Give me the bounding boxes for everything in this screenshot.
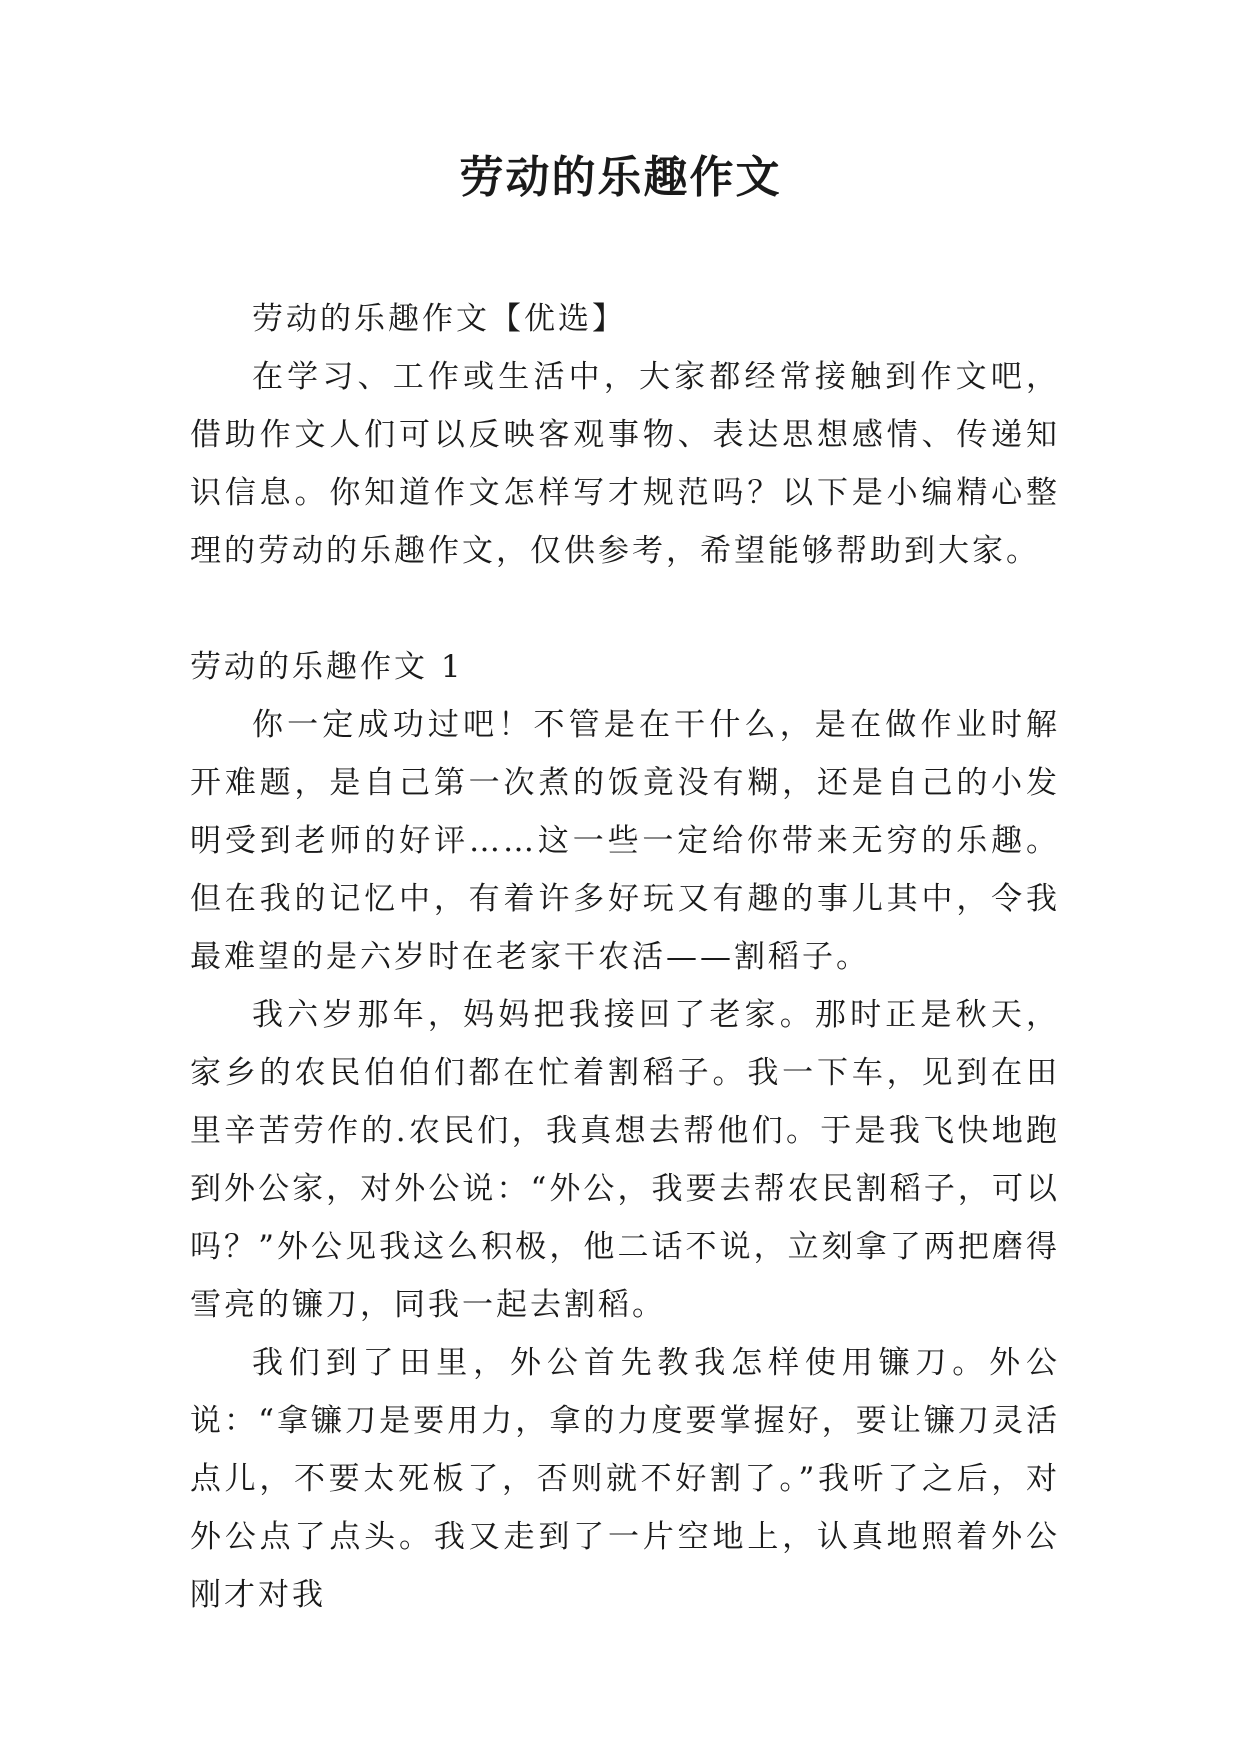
body-paragraph-3: 我们到了田里，外公首先教我怎样使用镰刀。外公说：“拿镰刀是要用力，拿的力度要掌握好，要让镰刀灵活点儿，不要太死板了，否则就不好割了。”我听了之后，对外公点了点头。我又走到了一片空地上，认真地照着外公刚才对我: [190, 1345, 1060, 1613]
section-heading: 劳动的乐趣作文 1: [190, 649, 464, 685]
section-gap: [190, 580, 1060, 638]
intro-heading: 劳动的乐趣作文【优选】: [252, 301, 626, 337]
intro-paragraph: 在学习、工作或生活中，大家都经常接触到作文吧，借助作文人们可以反映客观事物、表达思想感情、传递知识信息。你知道作文怎样写才规范吗？以下是小编精心整理的劳动的乐趣作文，仅供参考，希望能够帮助到大家。: [190, 359, 1060, 569]
body-paragraph-2: 我六岁那年，妈妈把我接回了老家。那时正是秋天，家乡的农民伯伯们都在忙着割稻子。我一下车，见到在田里辛苦劳作的.农民们，我真想去帮他们。于是我飞快地跑到外公家，对外公说：“外公，我要去帮农民割稻子，可以吗？”外公见我这么积极，他二话不说，立刻拿了两把磨得雪亮的镰刀，同我一起去割稻。: [190, 997, 1060, 1323]
document-body: [190, 290, 1060, 1624]
body-paragraph-1: 你一定成功过吧！不管是在干什么，是在做作业时解开难题，是自己第一次煮的饭竟没有糊，还是自己的小发明受到老师的好评……这一些一定给你带来无穷的乐趣。但在我的记忆中，有着许多好玩又有趣的事儿其中，令我最难望的是六岁时在老家干农活——割稻子。: [190, 707, 1060, 975]
document-title: 劳动的乐趣作文: [459, 152, 782, 203]
